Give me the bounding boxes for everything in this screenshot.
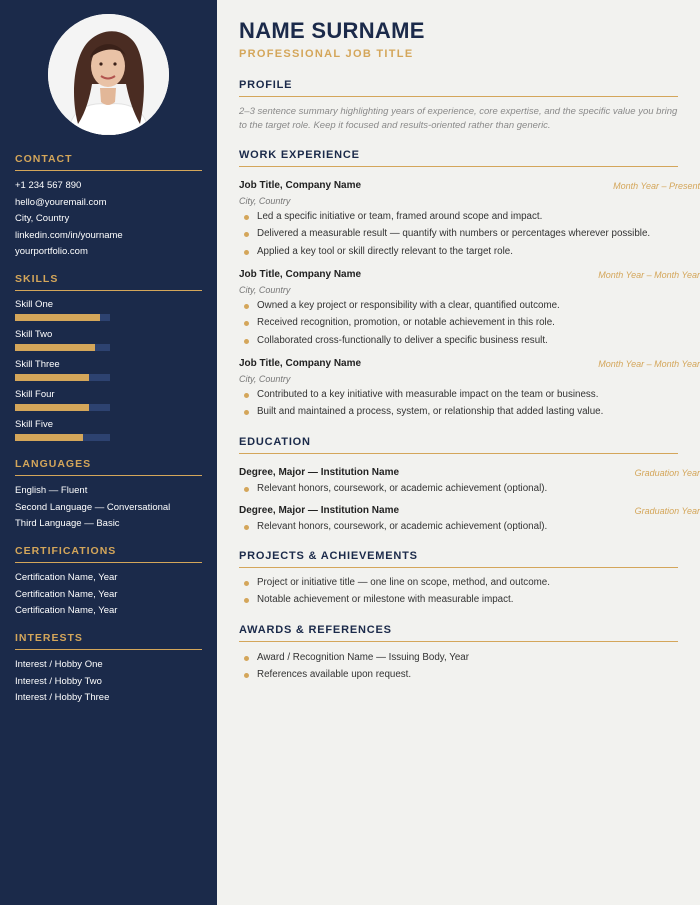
interest-item: Interest / Hobby One — [15, 659, 103, 670]
languages-list — [15, 483, 202, 533]
certifications-list — [15, 570, 202, 620]
education-date: Graduation Year — [634, 468, 700, 478]
skill-item — [15, 417, 202, 447]
job-bullet: Delivered a measurable result — quantify with numbers or percentages wherever possible. — [239, 225, 700, 242]
education-degree: Degree, Major — Institution Name — [239, 505, 400, 516]
award-bullet: References available upon request. — [239, 666, 700, 683]
job-bullet: Owned a key project or responsibility with a clear, quantified outcome. — [239, 297, 700, 314]
interests-title: INTERESTS — [15, 632, 202, 650]
languages-section — [15, 458, 202, 533]
profile-photo — [48, 14, 169, 135]
certification-item: Certification Name, Year — [15, 605, 118, 617]
interest-item: Interest / Hobby Two — [15, 675, 102, 687]
certification-item: Certification Name, Year — [15, 572, 118, 583]
job-entry-header — [239, 180, 700, 194]
skills-title: SKILLS — [15, 273, 202, 291]
candidate-name: NAME SURNAME — [239, 18, 425, 43]
job-date: Month Year – Present — [613, 181, 700, 191]
job-location: City, Country — [239, 374, 291, 384]
job-role: Job Title, Company Name — [239, 180, 362, 191]
education-bullet: Relevant honors, coursework, or academic achievement (optional). — [239, 518, 700, 535]
job-role: Job Title, Company Name — [239, 358, 362, 369]
skill-bar-fill — [15, 404, 89, 411]
job-entry-header — [239, 358, 700, 372]
project-bullet: Notable achievement or milestone with measurable impact. — [239, 591, 700, 608]
job-location: City, Country — [239, 285, 291, 295]
skill-bar-fill — [15, 374, 89, 381]
skill-bar — [15, 434, 110, 441]
interests-list — [15, 657, 202, 707]
skill-label: Skill Four — [15, 389, 55, 400]
skill-bar — [15, 374, 110, 381]
contact-linkedin[interactable]: linkedin.com/in/yourname — [15, 229, 123, 241]
profile-title: PROFILE — [239, 79, 678, 97]
skill-bar-fill — [15, 314, 100, 321]
skill-label: Skill Two — [15, 329, 53, 340]
skill-item — [15, 327, 202, 357]
job-bullet: Contributed to a key initiative with measurable impact on the team or business. — [239, 386, 700, 403]
skill-bar-fill — [15, 344, 95, 351]
education-title: EDUCATION — [239, 436, 678, 454]
languages-title: LANGUAGES — [15, 458, 202, 476]
job-bullet: Led a specific initiative or team, framed around scope and impact. — [239, 208, 700, 225]
language-item: English — Fluent — [15, 485, 88, 496]
job-bullet: Received recognition, promotion, or notable achievement in this role. — [239, 314, 700, 331]
candidate-job-title: PROFESSIONAL JOB TITLE — [239, 48, 414, 60]
language-item: Second Language — Conversational — [15, 501, 171, 513]
contact-title: CONTACT — [15, 153, 202, 171]
contact-location: City, Country — [15, 213, 70, 225]
awards-bullets — [239, 649, 700, 684]
education-bullets — [239, 480, 700, 497]
education-entry-header — [239, 505, 700, 519]
work-experience-title: WORK EXPERIENCE — [239, 149, 678, 167]
contact-section — [15, 153, 202, 261]
portrait-icon — [48, 14, 169, 135]
skill-label: Skill Five — [15, 419, 54, 430]
education-date: Graduation Year — [634, 506, 700, 516]
job-bullet: Collaborated cross-functionally to deliver a specific business result. — [239, 332, 700, 349]
award-bullet: Award / Recognition Name — Issuing Body, Year — [239, 649, 700, 666]
contact-phone[interactable]: +1 234 567 890 — [15, 180, 82, 191]
contact-portfolio[interactable]: yourportfolio.com — [15, 246, 88, 258]
job-location: City, Country — [239, 196, 291, 206]
interests-section — [15, 632, 202, 707]
job-bullet: Built and maintained a process, system, or relationship that added lasting value. — [239, 403, 700, 420]
projects-title: PROJECTS & ACHIEVEMENTS — [239, 550, 678, 568]
project-bullet: Project or initiative title — one line on scope, method, and outcome. — [239, 574, 700, 591]
education-bullets — [239, 518, 700, 535]
skill-item — [15, 357, 202, 387]
job-bullet: Applied a key tool or skill directly relevant to the target role. — [239, 243, 700, 260]
skill-item — [15, 297, 202, 327]
job-entry-header — [239, 269, 700, 283]
language-item: Third Language — Basic — [15, 518, 120, 530]
skill-bar — [15, 404, 110, 411]
certification-item: Certification Name, Year — [15, 588, 118, 600]
skill-bar — [15, 314, 110, 321]
education-entry-header — [239, 467, 700, 481]
skill-item — [15, 387, 202, 417]
projects-bullets — [239, 574, 700, 609]
certifications-title: CERTIFICATIONS — [15, 545, 202, 563]
job-role: Job Title, Company Name — [239, 269, 362, 280]
education-degree: Degree, Major — Institution Name — [239, 467, 400, 478]
job-bullets — [239, 386, 700, 421]
certifications-section — [15, 545, 202, 620]
job-date: Month Year – Month Year — [598, 270, 700, 280]
sidebar — [0, 0, 217, 905]
job-date: Month Year – Month Year — [598, 359, 700, 369]
contact-list — [15, 178, 202, 261]
interest-item: Interest / Hobby Three — [15, 692, 110, 704]
skill-bar-fill — [15, 434, 83, 441]
profile-summary: 2–3 sentence summary highlighting years of experience, core expertise, and the specific value you bring to the target role. Keep it focused and results-oriented rather than generic. — [239, 106, 678, 131]
skill-label: Skill Three — [15, 359, 60, 370]
job-bullets — [239, 297, 700, 349]
skills-list — [15, 297, 202, 447]
skills-section — [15, 273, 202, 447]
contact-email[interactable]: hello@youremail.com — [15, 196, 107, 208]
skill-label: Skill One — [15, 299, 54, 310]
awards-title: AWARDS & REFERENCES — [239, 624, 678, 642]
education-bullet: Relevant honors, coursework, or academic achievement (optional). — [239, 480, 700, 497]
job-bullets — [239, 208, 700, 260]
skill-bar — [15, 344, 110, 351]
